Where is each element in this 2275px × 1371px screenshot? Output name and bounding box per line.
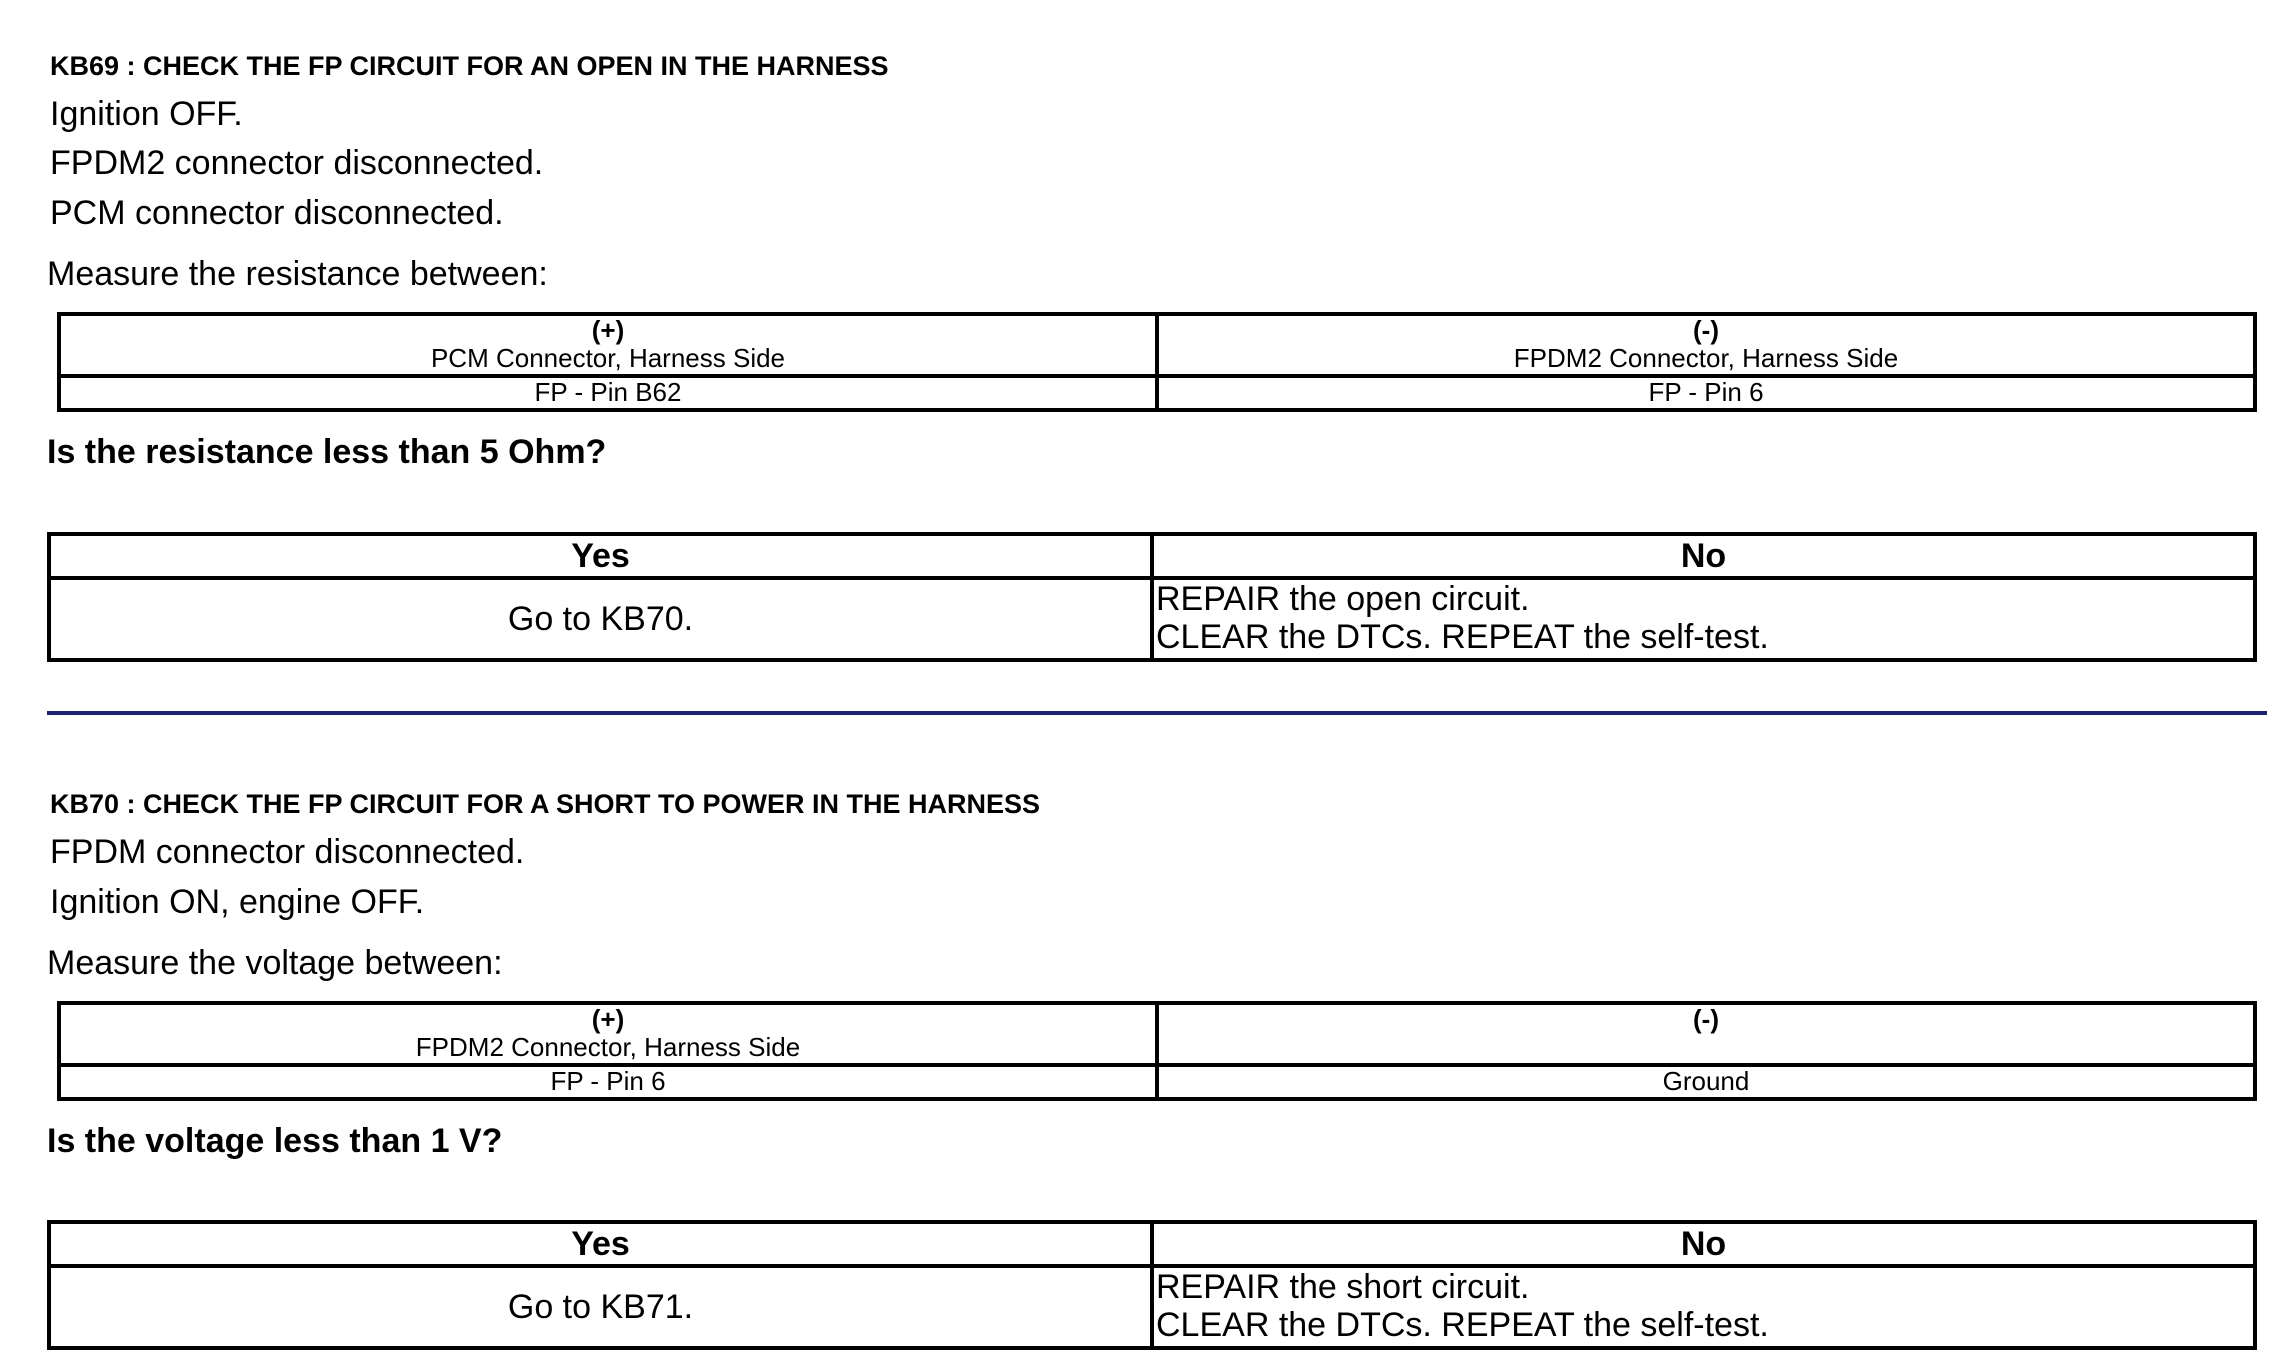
- yes-header: Yes: [49, 534, 1152, 578]
- measure-table: [57, 1001, 2257, 1101]
- no-action-line: REPAIR the short circuit.: [1156, 1268, 1530, 1306]
- measure-instruction: Measure the resistance between:: [47, 255, 548, 293]
- minus-pin: FP - Pin 6: [1157, 376, 2255, 410]
- yes-header: Yes: [49, 1222, 1152, 1266]
- step-heading: KB70 : CHECK THE FP CIRCUIT FOR A SHORT TO POWER IN THE HARNESS: [50, 789, 1041, 819]
- minus-header-cell: [1157, 1003, 2255, 1065]
- no-action-line: REPAIR the open circuit.: [1156, 580, 1530, 618]
- plus-sign: (+): [591, 1004, 625, 1034]
- step-condition: PCM connector disconnected.: [50, 194, 504, 232]
- measure-instruction: Measure the voltage between:: [47, 944, 503, 982]
- no-action-line: CLEAR the DTCs. REPEAT the self-test.: [1156, 1306, 1769, 1344]
- minus-sign: (-): [1693, 315, 1719, 345]
- minus-connector: FPDM2 Connector, Harness Side: [1513, 343, 1899, 373]
- minus-pin: Ground: [1157, 1065, 2255, 1099]
- step-heading: KB69 : CHECK THE FP CIRCUIT FOR AN OPEN IN THE HARNESS: [50, 51, 889, 81]
- plus-sign: (+): [591, 315, 625, 345]
- no-action: [1152, 1266, 2255, 1348]
- section-kb70: [47, 0, 2267, 1371]
- plus-connector: PCM Connector, Harness Side: [430, 343, 786, 373]
- result-table: [47, 1220, 2257, 1350]
- plus-pin: FP - Pin 6: [59, 1065, 1157, 1099]
- plus-header-cell: [59, 1003, 1157, 1065]
- test-question: Is the resistance less than 5 Ohm?: [47, 433, 607, 471]
- yes-action: Go to KB71.: [49, 1266, 1152, 1348]
- plus-pin: FP - Pin B62: [59, 376, 1157, 410]
- plus-connector: FPDM2 Connector, Harness Side: [415, 1032, 801, 1062]
- no-action-line: CLEAR the DTCs. REPEAT the self-test.: [1156, 618, 1769, 656]
- step-condition: Ignition ON, engine OFF.: [50, 883, 425, 921]
- step-condition: FPDM connector disconnected.: [50, 833, 525, 871]
- minus-sign: (-): [1693, 1004, 1719, 1034]
- step-condition: Ignition OFF.: [50, 95, 243, 133]
- no-header: No: [1152, 534, 2255, 578]
- test-question: Is the voltage less than 1 V?: [47, 1122, 503, 1160]
- step-condition: FPDM2 connector disconnected.: [50, 144, 544, 182]
- yes-action: Go to KB70.: [49, 578, 1152, 660]
- no-header: No: [1152, 1222, 2255, 1266]
